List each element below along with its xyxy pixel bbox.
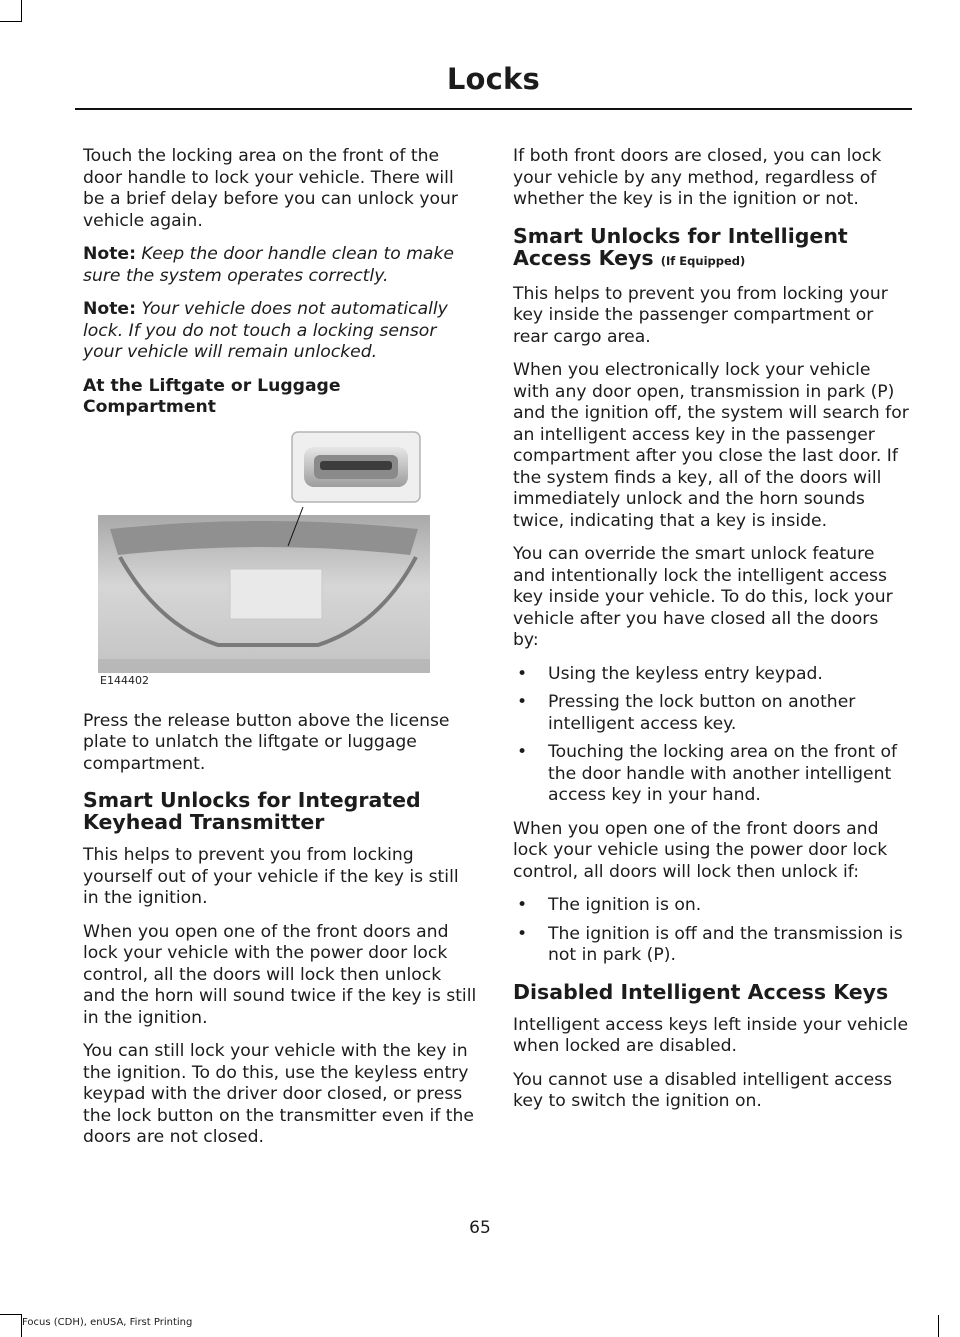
- bullet-mark: •: [517, 895, 528, 915]
- liftgate-release-diagram: [98, 429, 443, 689]
- note-text: Keep the door handle clean to make sure the system operates correctly.: [83, 244, 454, 286]
- list-item: [513, 692, 909, 735]
- left-column: [83, 146, 478, 1161]
- heading-qualifier: (If Equipped): [660, 253, 746, 268]
- smart-paragraph-1: This helps to prevent you from locking yourself out of your vehicle if the key is still in the ignition.: [83, 845, 459, 908]
- bullet-mark: •: [517, 742, 528, 762]
- note-auto-lock: [83, 299, 478, 364]
- list-item: [513, 664, 909, 686]
- page-title: Locks: [446, 62, 540, 96]
- note-door-handle: [83, 244, 478, 287]
- liftgate-paragraph: Press the release button above the license plate to unlatch the liftgate or luggage compartment.: [83, 710, 450, 774]
- liftgate-illustration: [98, 429, 443, 689]
- disabled-paragraph-2: You cannot use a disabled intelligent access key to switch the ignition on.: [513, 1069, 893, 1111]
- smart-paragraph-2: When you open one of the front doors and lock your vehicle with the power door lock control, all the doors will lock then unlock and the horn will sound twice if the key is still in the ignition.: [83, 921, 477, 1028]
- disabled-paragraph-1: Intelligent access keys left inside your vehicle when locked are disabled.: [513, 1014, 909, 1056]
- list-item-text: Using the keyless entry keypad.: [548, 663, 823, 684]
- list-item: [513, 895, 909, 917]
- smart-unlock-transmitter-heading: Smart Unlocks for Integrated Keyhead Transmitter: [83, 788, 421, 834]
- override-method-list: [513, 664, 909, 807]
- bullet-mark: •: [517, 692, 528, 712]
- bullet-mark: •: [517, 663, 528, 684]
- right-intro-paragraph: If both front doors are closed, you can lock your vehicle by any method, regardless of whether the key is in the ignition or not.: [513, 146, 882, 209]
- footer-edition: Focus (CDH), enUSA, First Printing: [22, 1317, 193, 1328]
- list-item-text: Touching the locking area on the front of the door handle with another intelligent access key in your hand.: [548, 742, 898, 805]
- figure-code: E144402: [100, 673, 149, 687]
- crop-mark: [0, 1314, 22, 1315]
- smart-paragraph-3: You can still lock your vehicle with the key in the ignition. To do this, use the keyless entry keypad with the driver door closed, or press the lock button on the transmitter even if the doors are not closed.: [83, 1041, 474, 1147]
- right-column: [513, 146, 909, 1125]
- intro-paragraph: Touch the locking area on the front of the door handle to lock your vehicle. There will be a brief delay before you can unlock your vehicle again.: [83, 146, 458, 231]
- ia-paragraph-4: When you open one of the front doors and lock your vehicle using the power door lock control, all doors will lock then unlock if:: [513, 818, 888, 882]
- ia-paragraph-3: You can override the smart unlock feature and intentionally lock the intelligent access key inside your vehicle. To do this, lock your vehicle after you have closed all the doors by:: [513, 544, 893, 650]
- note-text: Your vehicle does not automatically lock. If you do not touch a locking sensor your vehicle will remain unlocked.: [83, 299, 448, 362]
- note-label: Note:: [83, 244, 136, 264]
- note-label: Note:: [83, 299, 136, 319]
- unlock-condition-list: [513, 895, 909, 967]
- smart-unlock-intelligent-heading: [513, 225, 909, 272]
- page-number: 65: [469, 1218, 491, 1238]
- bullet-mark: •: [517, 923, 528, 944]
- heading-text: Smart Unlocks for Intelligent Access Keys: [513, 223, 848, 270]
- disabled-keys-heading: Disabled Intelligent Access Keys: [513, 979, 889, 1004]
- list-item: [513, 924, 909, 967]
- list-item: [513, 742, 909, 807]
- list-item-text: The ignition is off and the transmission is not in park (P).: [548, 923, 903, 965]
- liftgate-heading: At the Liftgate or Luggage Compartment: [83, 375, 341, 417]
- crop-mark: [21, 0, 22, 22]
- list-item-text: The ignition is on.: [548, 895, 702, 915]
- ia-paragraph-1: This helps to prevent you from locking your key inside the passenger compartment or rear cargo area.: [513, 283, 888, 347]
- crop-mark: [0, 21, 22, 22]
- ia-paragraph-2: When you electronically lock your vehicle with any door open, transmission in park (P) and the ignition off, the system will search for an intelligent access key in the passenger compartment after you close the last door. If the system finds a key, all of the doors will immediately unlock and the horn sounds twice, indicating that a key is inside.: [513, 360, 909, 531]
- crop-mark: [938, 1315, 939, 1337]
- page-header: [75, 62, 912, 110]
- list-item-text: Pressing the lock button on another intelligent access key.: [548, 692, 856, 734]
